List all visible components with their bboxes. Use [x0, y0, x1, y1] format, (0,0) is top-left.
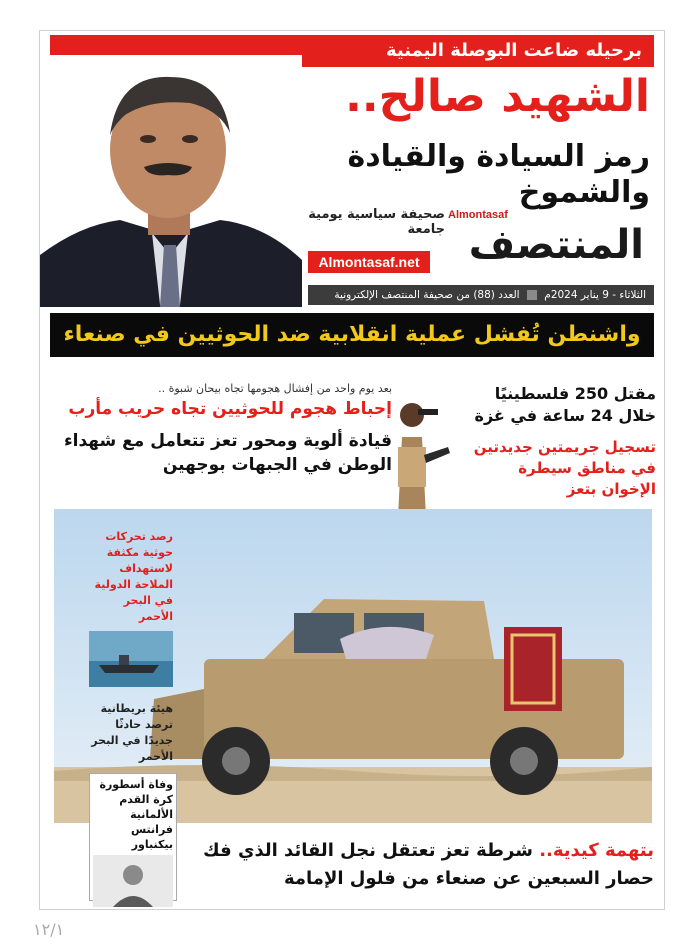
masthead-tagline: صحيفة سياسية يومية جامعة: [308, 207, 445, 237]
portrait-photo: [40, 55, 302, 307]
marib-kicker: بعد يوم واحد من إفشال هجومها تجاه بيحان شبوة ..: [158, 382, 392, 395]
right-column-stories: [460, 383, 656, 500]
taiz-crimes-headline: تسجيل جريمتين جديدتين في مناطق سيطرة الإخوان بتعز: [473, 438, 656, 498]
dateline-date: الثلاثاء - 9 يناير 2024م: [544, 289, 646, 301]
boat-thumbnail: [89, 631, 173, 687]
bottom-headline: [190, 837, 654, 893]
left-column-stories: [62, 381, 392, 477]
newspaper-front-page: [39, 30, 665, 910]
square-divider-icon: [527, 290, 537, 300]
obituary-headline: وفاة أسطورة كرة القدم الألمانية فرانتس بيكنباور: [99, 778, 173, 851]
logo-latin-text: Almontasaf: [448, 209, 508, 221]
gaza-headline: مقتل 250 فلسطينيًا خلال 24 ساعة في غزة: [474, 384, 656, 425]
obituary-box: [89, 773, 177, 901]
marib-headline: إحباط هجوم للحوثيين تجاه حريب مأرب: [68, 399, 392, 419]
side-column: [89, 529, 173, 765]
british-agency-headline: هيئة بريطانية ترصد حادثًا جديدًا في البحر الأحمر: [91, 702, 173, 763]
bottom-headline-red: بتهمة كيدية..: [539, 840, 654, 861]
masthead-logo: [448, 209, 644, 271]
taiz-brigades-headline: قيادة ألوية ومحور تعز تتعامل مع شهداء الوطن في الجبهات بوجهين: [63, 431, 392, 475]
logo-arabic-text: المنتصف: [468, 222, 644, 268]
main-headline: الشهيد صالح..: [345, 71, 650, 122]
top-banner: برحيله ضاعت البوصلة اليمنية: [50, 35, 654, 67]
red-sea-headline: رصد تحركات حوثية مكثفة لاستهداف الملاحة الدولية في البحر الأحمر: [94, 530, 173, 623]
bottom-headline-black: شرطة تعز تعتقل نجل القائد الذي فك حصار السبعين عن صنعاء من فلول الإمامة: [203, 840, 654, 889]
page-folio: ١٢/١: [33, 920, 65, 939]
dateline-issue: العدد (88) من صحيفة المنتصف الإلكترونية: [334, 289, 520, 301]
obituary-photo: [93, 855, 173, 907]
sub-headline: رمز السيادة والقيادة والشموخ: [347, 139, 650, 210]
dateline: [308, 285, 654, 305]
website-label: Almontasaf.net: [308, 251, 430, 273]
lead-story-headline: واشنطن تُفشل عملية انقلابية ضد الحوثيين في صنعاء: [50, 313, 654, 357]
